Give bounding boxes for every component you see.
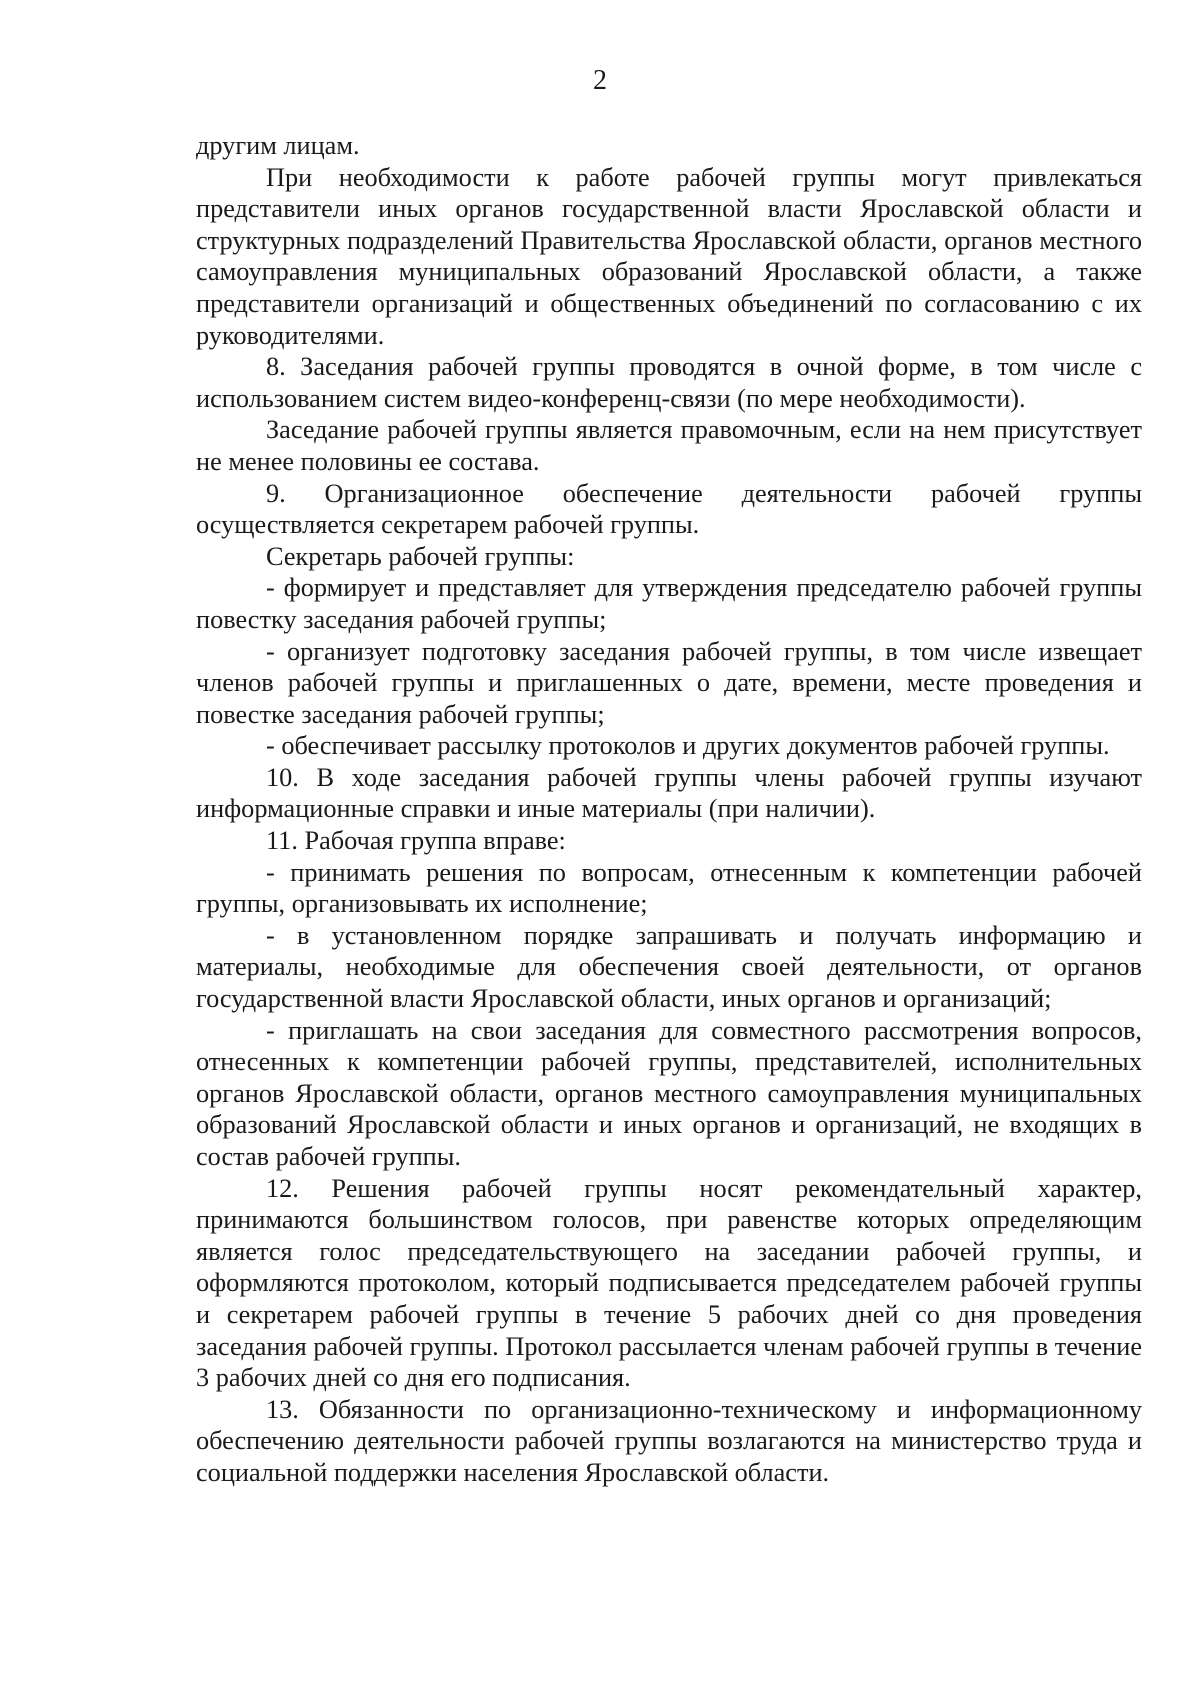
document-body [196, 130, 1142, 1489]
paragraph-item-11: 11. Рабочая группа вправе: [266, 826, 566, 856]
paragraph-secretary-duty-1: - формирует и представляет для утверждения председателю рабочей группы повестку заседания рабочей группы; [196, 573, 1142, 634]
paragraph-secretary-duty-2: - организует подготовку заседания рабочей группы, в том числе извещает членов рабочей группы и приглашенных о дате, времени, месте проведения и повестке заседания рабочей группы; [196, 636, 1142, 729]
paragraph-right-3: - приглашать на свои заседания для совместного рассмотрения вопросов, отнесенных к компетенции рабочей группы, представителей, исполнительных органов Ярославской области, органов местного самоуправления муниципальных образований Ярославской области и иных органов и организаций, не входящих в состав рабочей группы. [196, 1015, 1142, 1171]
paragraph-right-2: - в установленном порядке запрашивать и получать информацию и материалы, необходимые для обеспечения своей деятельности, от органов государственной власти Ярославской области, иных органов и организаций; [196, 920, 1142, 1014]
paragraph-secretary-duty-3: - обеспечивает рассылку протоколов и других документов рабочей группы. [266, 731, 1110, 761]
paragraph-item-13: 13. Обязанности по организационно-техническому и информационному обеспечению деятельности рабочей группы возлагаются на министерство труда и социальной поддержки населения Ярославской области. [196, 1394, 1142, 1487]
paragraph-quorum: Заседание рабочей группы является правомочным, если на нем присутствует не менее половины ее состава. [196, 415, 1142, 476]
paragraph-continuation: другим лицам. [196, 131, 360, 160]
paragraph-right-1: - принимать решения по вопросам, отнесенным к компетенции рабочей группы, организовывать их исполнение; [196, 857, 1142, 919]
paragraph-secretary-heading: Секретарь рабочей группы: [266, 541, 575, 571]
paragraph-representatives: При необходимости к работе рабочей группы могут привлекаться представители иных органов государственной власти Ярославской области и структурных подразделений Правительства Ярославской области, органов местного самоуправления муниципальных образований Ярославской области, а также представители организаций и общественных объединений по согласованию с их руководителями. [196, 162, 1142, 350]
paragraph-item-12: 12. Решения рабочей группы носят рекомендательный характер, принимаются большинством голосов, при равенстве которых определяющим является голос председательствующего на заседании рабочей группы, и оформляются протоколом, который подписывается председателем рабочей группы и секретарем рабочей группы в течение 5 рабочих дней со дня проведения заседания рабочей группы. Протокол рассылается членам рабочей группы в течение 3 рабочих дней со дня его подписания. [196, 1173, 1142, 1393]
paragraph-item-9: 9. Организационное обеспечение деятельности рабочей группы осуществляется секретарем рабочей группы. [196, 478, 1142, 540]
paragraph-item-10: 10. В ходе заседания рабочей группы члены рабочей группы изучают информационные справки и иные материалы (при наличии). [196, 762, 1142, 824]
page-number: 2 [593, 65, 607, 96]
paragraph-item-8: 8. Заседания рабочей группы проводятся в очной форме, в том числе с использованием систем видео-конференц-связи (по мере необходимости). [196, 352, 1142, 413]
